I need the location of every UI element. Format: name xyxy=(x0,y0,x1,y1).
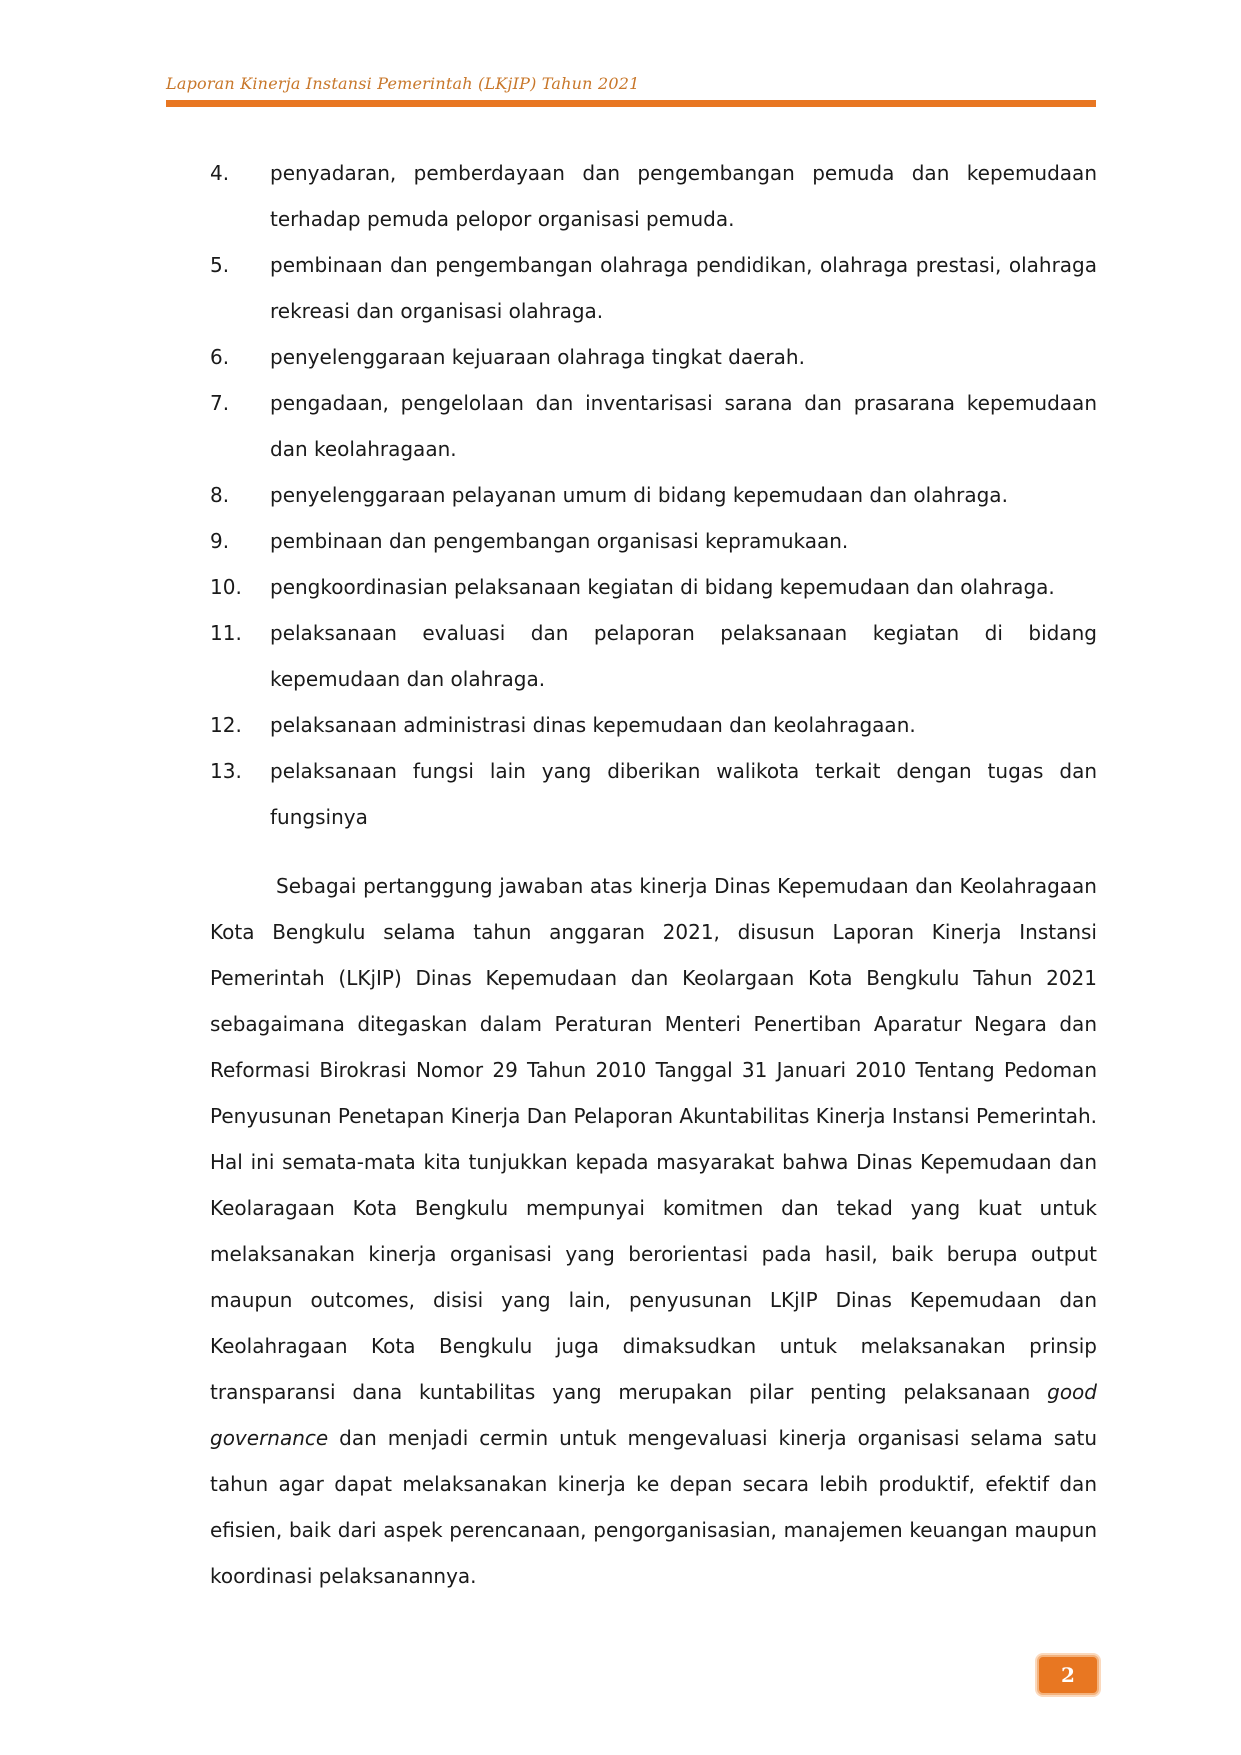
list-item-text: pembinaan dan pengembangan olahraga pendidikan, olahraga prestasi, olahraga rekreasi dan organisasi olahraga. xyxy=(270,253,1097,323)
list-item-number: 4. xyxy=(210,161,230,185)
list-item xyxy=(210,380,1097,472)
list-item-number: 6. xyxy=(210,345,230,369)
list-item xyxy=(210,610,1097,702)
list-item xyxy=(210,242,1097,334)
paragraph-emphasis: good governance xyxy=(210,1380,1097,1450)
page-number-badge: 2 xyxy=(1037,1655,1099,1695)
list-item-text: pembinaan dan pengembangan organisasi kepramukaan. xyxy=(270,529,849,553)
list-item-number: 12. xyxy=(210,713,242,737)
list-item-text: penyelenggaraan kejuaraan olahraga tingkat daerah. xyxy=(270,345,805,369)
paragraph-text-end: dan menjadi cermin untuk mengevaluasi kinerja organisasi selama satu tahun agar dapat melaksanakan kinerja ke depan secara lebih produktif, efektif dan efisien, baik dari aspek perencanaan, pengorganisasian, manajemen keuangan maupun koordinasi pelaksanannya. xyxy=(210,1426,1097,1588)
list-item-text: penyelenggaraan pelayanan umum di bidang kepemudaan dan olahraga. xyxy=(270,483,1008,507)
list-item-number: 11. xyxy=(210,621,242,645)
duties-list xyxy=(210,150,1097,840)
page-header xyxy=(166,74,1096,94)
list-item-text: penyadaran, pemberdayaan dan pengembangan pemuda dan kepemudaan terhadap pemuda pelopor organisasi pemuda. xyxy=(270,161,1097,231)
list-item-number: 7. xyxy=(210,391,230,415)
list-item-text: pelaksanaan fungsi lain yang diberikan walikota terkait dengan tugas dan fungsinya xyxy=(270,759,1097,829)
list-item-text: pelaksanaan administrasi dinas kepemudaan dan keolahragaan. xyxy=(270,713,916,737)
list-item-text: pengkoordinasian pelaksanaan kegiatan di bidang kepemudaan dan olahraga. xyxy=(270,575,1055,599)
list-item xyxy=(210,334,1097,380)
list-item xyxy=(210,518,1097,564)
list-item-number: 9. xyxy=(210,529,230,553)
list-item-number: 10. xyxy=(210,575,242,599)
list-item-number: 5. xyxy=(210,253,230,277)
body-paragraph xyxy=(210,863,1097,1599)
list-item-text: pengadaan, pengelolaan dan inventarisasi sarana dan prasarana kepemudaan dan keolahragaan. xyxy=(270,391,1097,461)
list-item xyxy=(210,564,1097,610)
header-rule xyxy=(166,100,1096,107)
paragraph-text-start: Sebagai pertanggung jawaban atas kinerja Dinas Kepemudaan dan Keolahragaan Kota Bengkulu selama tahun anggaran 2021, disusun Laporan Kinerja Instansi Pemerintah (LKjIP) Dinas Kepemudaan dan Keolargaan Kota Bengkulu Tahun 2021 sebagaimana ditegaskan dalam Peraturan Menteri Penertiban Aparatur Negara dan Reformasi Birokrasi Nomor 29 Tahun 2010 Tanggal 31 Januari 2010 Tentang Pedoman Penyusunan Penetapan Kinerja Dan Pelaporan Akuntabilitas Kinerja Instansi Pemerintah. Hal ini semata-mata kita tunjukkan kepada masyarakat bahwa Dinas Kepemudaan dan Keolaragaan Kota Bengkulu mempunyai komitmen dan tekad yang kuat untuk melaksanakan kinerja organisasi yang berorientasi pada hasil, baik berupa output maupun outcomes, disisi yang lain, penyusunan LKjIP Dinas Kepemudaan dan Keolahragaan Kota Bengkulu juga dimaksudkan untuk melaksanakan prinsip transparansi dana kuntabilitas yang merupakan pilar penting pelaksanaan xyxy=(210,874,1097,1404)
list-item-number: 8. xyxy=(210,483,230,507)
list-item xyxy=(210,702,1097,748)
list-item-text: pelaksanaan evaluasi dan pelaporan pelaksanaan kegiatan di bidang kepemudaan dan olahraga. xyxy=(270,621,1097,691)
list-item-number: 13. xyxy=(210,759,242,783)
header-title: Laporan Kinerja Instansi Pemerintah (LKjIP) Tahun 2021 xyxy=(166,74,640,93)
list-item xyxy=(210,748,1097,840)
list-item xyxy=(210,150,1097,242)
list-item xyxy=(210,472,1097,518)
